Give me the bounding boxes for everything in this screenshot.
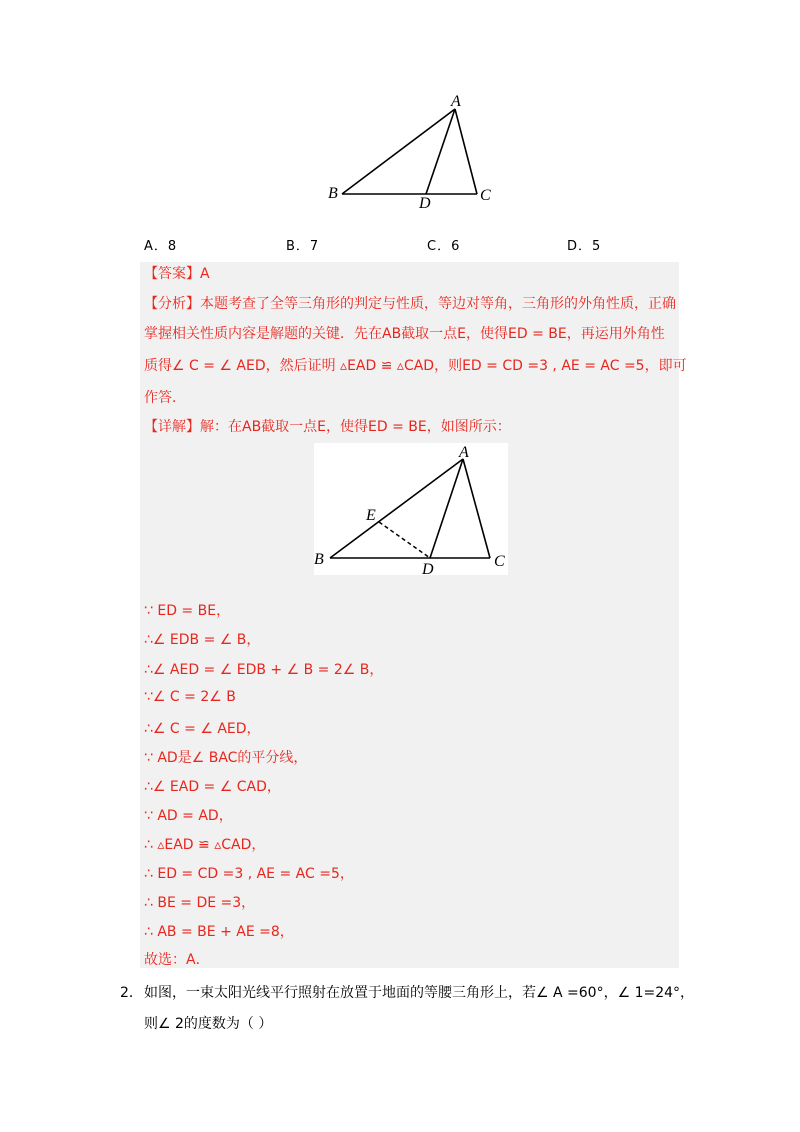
- question-2-line-2: 则∠ 2的度数为（ ）: [144, 1016, 273, 1032]
- detail-intro: 【详解】解：在AB截取一点E，使得ED = BE，如图所示：: [144, 419, 511, 435]
- step-3: ∴∠ AED = ∠ EDB + ∠ B = 2∠ B，: [144, 662, 384, 678]
- step-12: ∴ AB = BE + AE =8，: [144, 924, 294, 940]
- figure-2-background: [314, 443, 508, 575]
- step-1: ∵ ED = BE，: [144, 603, 231, 619]
- point-label-c: C: [494, 553, 505, 570]
- step-6: ∵ AD是∠ BAC的平分线，: [144, 750, 308, 766]
- step-7: ∴∠ EAD = ∠ CAD，: [144, 779, 281, 795]
- step-11: ∴ BE = DE =3，: [144, 895, 256, 911]
- step-4: ∵∠ C = 2∠ B: [144, 689, 236, 705]
- option-a[interactable]: A．8: [144, 239, 178, 254]
- point-label-b: B: [328, 185, 338, 202]
- point-label-e: E: [366, 507, 376, 524]
- point-label-d: D: [419, 195, 431, 212]
- point-label-b: B: [314, 551, 324, 568]
- conclusion-line: 故选：A．: [144, 952, 210, 968]
- option-c[interactable]: C．6: [427, 239, 461, 254]
- analysis-line-1: 【分析】本题考查了全等三角形的判定与性质，等边对等角，三角形的外角性质，正确: [144, 296, 676, 312]
- option-d[interactable]: D．5: [567, 239, 602, 254]
- segment-ab: [342, 109, 455, 194]
- analysis-line-2: 掌握相关性质内容是解题的关键．先在AB截取一点E，使得ED = BE，再运用外角性: [144, 326, 665, 342]
- step-10: ∴ ED = CD =3 , AE = AC =5，: [144, 866, 354, 882]
- answer-line: 【答案】A: [144, 266, 210, 282]
- triangle-figure-2: [314, 443, 508, 575]
- option-b[interactable]: B．7: [286, 239, 320, 254]
- point-label-c: C: [480, 187, 491, 204]
- analysis-line-4: 作答．: [144, 390, 186, 406]
- analysis-line-3: 质得∠ C = ∠ AED，然后证明 ▵EAD ≌ ▵CAD，则ED = CD =3 , AE = AC =5，即可: [144, 358, 687, 374]
- segment-ad: [426, 109, 455, 194]
- point-label-a: A: [459, 444, 469, 461]
- step-8: ∵ AD = AD，: [144, 808, 233, 824]
- question-2-line-1: 如图，一束太阳光线平行照射在放置于地面的等腰三角形上，若∠ A =60°，∠ 1=24°，: [144, 985, 695, 1001]
- point-label-d: D: [422, 561, 434, 575]
- point-label-a: A: [451, 93, 461, 110]
- step-9: ∴ ▵EAD ≌ ▵CAD，: [144, 837, 266, 853]
- question-2-number: 2．: [120, 985, 143, 1001]
- triangle-figure-1: [320, 90, 510, 215]
- step-5: ∴∠ C = ∠ AED，: [144, 721, 261, 737]
- segment-ac: [455, 109, 477, 194]
- step-2: ∴∠ EDB = ∠ B，: [144, 632, 261, 648]
